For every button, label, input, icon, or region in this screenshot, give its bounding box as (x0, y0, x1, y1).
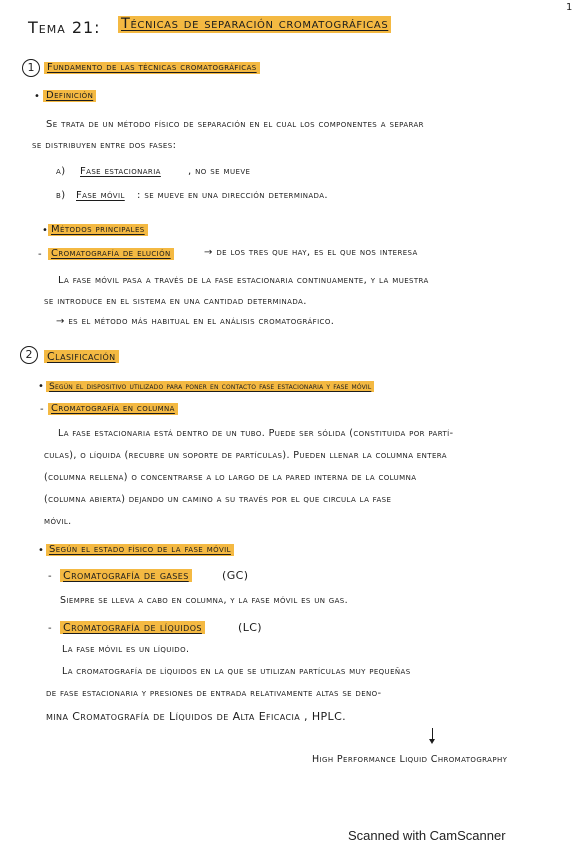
item-b-rest: : se mueve en una dirección determinada. (137, 190, 328, 201)
bullet-dot: • (34, 91, 41, 102)
section-2-heading: Clasificación (44, 350, 119, 363)
estado-heading: Según el estado físico de la fase móvil (46, 544, 234, 556)
liquidos-line-2: La cromatografía de líquidos en la que se utilizan partículas muy pequeñas (62, 666, 411, 677)
metodos-line-2: se introduce en el sistema en una cantidad determinada. (44, 296, 307, 307)
dash: - (48, 623, 53, 634)
metodos-line-3: → es el método más habitual en el análisis cromatográfico. (56, 316, 335, 327)
bullet-dot: • (38, 381, 45, 392)
columna-line-1: La fase estacionaria está dentro de un tubo. Puede ser sólida (constituida por partí- (58, 428, 454, 439)
columna-term: Cromatografía en columna (48, 403, 178, 415)
gases-abbr: (GC) (222, 569, 249, 582)
hplc-expansion: High Performance Liquid Chromatography (312, 754, 508, 765)
gases-term: Cromatografía de gases (60, 569, 192, 582)
item-a-rest: , no se mueve (188, 166, 251, 177)
page-number: 1 (566, 2, 573, 13)
section-1-number: 1 (22, 59, 40, 77)
columna-line-2: culas), o líquida (recubre un soporte de partículas). Pueden llenar la columna entera (44, 450, 447, 461)
scanned-watermark: Scanned with CamScanner (348, 828, 506, 843)
liquidos-line-4: mina Cromatografía de Líquidos de Alta Eficacia , HPLC. (46, 710, 347, 723)
elucion-term: Cromatografía de elución (48, 248, 174, 260)
liquidos-line-3: de fase estacionaria y presiones de entrada relativamente altas se deno- (46, 688, 382, 699)
columna-line-3: (columna rellena) o concentrarse a lo largo de la pared interna de la columna (44, 472, 417, 483)
section-1-heading: Fundamento de las técnicas cromatográficas (44, 62, 260, 74)
page-title: Técnicas de separación cromatográficas (118, 16, 391, 33)
item-b-term: Fase móvil (76, 190, 125, 201)
definicion-heading: Definición (43, 90, 96, 102)
bullet-dot: • (42, 225, 49, 236)
definicion-line-1: Se trata de un método físico de separación en el cual los componentes a separar (46, 119, 424, 130)
elucion-rest: → de los tres que hay, es el que nos interesa (204, 247, 418, 258)
item-a-label: a) (56, 166, 66, 177)
arrow-down-icon (432, 728, 433, 742)
definicion-line-2: se distribuyen entre dos fases: (32, 140, 177, 151)
bullet-dot: • (38, 545, 45, 556)
columna-line-4: (columna abierta) dejando un camino a su través por el que circula la fase (44, 494, 392, 505)
dash: - (40, 404, 45, 415)
gases-text: Siempre se lleva a cabo en columna, y la fase móvil es un gas. (60, 595, 349, 606)
liquidos-term: Cromatografía de líquidos (60, 621, 205, 634)
dash: - (38, 249, 43, 260)
item-b-label: b) (56, 190, 66, 201)
metodos-line-1: La fase móvil pasa a través de la fase estacionaria continuamente, y la muestra (58, 275, 429, 286)
item-a-term: Fase estacionaria (80, 166, 161, 177)
title-prefix: Tema 21: (28, 18, 101, 37)
columna-line-5: móvil. (44, 516, 72, 527)
liquidos-abbr: (LC) (238, 621, 262, 634)
dispositivo-heading: Según el dispositivo utilizado para poner en contacto fase estacionaria y fase móvil (46, 381, 374, 392)
dash: - (48, 571, 53, 582)
section-2-number: 2 (20, 346, 38, 364)
metodos-heading: Métodos principales (48, 224, 148, 236)
liquidos-line-1: La fase móvil es un líquido. (62, 644, 190, 655)
